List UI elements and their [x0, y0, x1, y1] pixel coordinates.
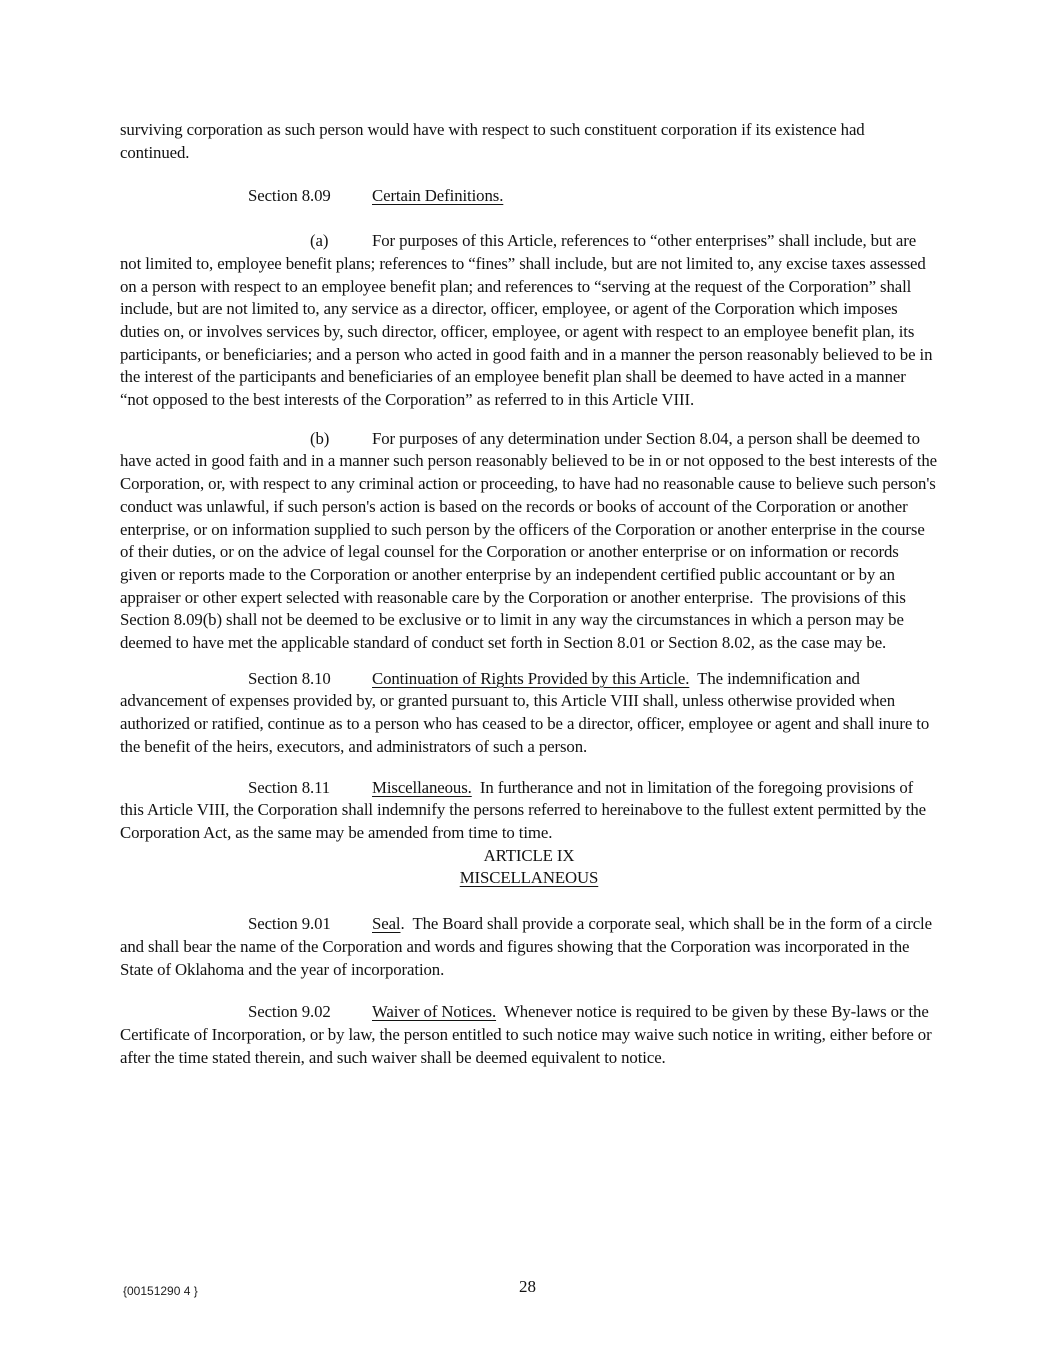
section-9-02-text: Whenever notice is required to be given by these By-laws or the Certificate of Incorporation, or by law, the person entitled to such notice may waive such notice in writing, either before or after the time stated therein, and such waiver shall be deemed equivalent to notice.	[120, 1002, 932, 1067]
paragraph-a-text: For purposes of this Article, references to “other enterprises” shall include, but are not limited to, employee benefit plans; references to “fines” shall include, but are not limited to, any excise taxes assessed on a person with respect to an employee benefit plan; and references to “serving at the request of the Corporation” shall include, but are not limited to, any service as a director, officer, employee, or agent of the Corporation which imposes duties on, or involves services by, such director, officer, employee, or agent with respect to an employee benefit plan, its participants, or beneficiaries; and a person who acted in good faith and in a manner the person reasonably believed to be in the interest of the participants and beneficiaries of an employee benefit plan shall be deemed to have acted in a manner “not opposed to the best interests of the Corporation” as referred to in this Article VIII.	[120, 231, 933, 410]
section-8-11-text: In furtherance and not in limitation of the foregoing provisions of this Article VIII, the Corporation shall indemnify the persons referred to hereinabove to the fullest extent permitted by the Corporation Act, as the same may be amended from time to time.	[120, 777, 926, 842]
paragraph-section-9-01	[120, 913, 938, 981]
section-8-09-label: Section 8.09	[248, 186, 331, 206]
section-8-11-label: Section 8.11	[248, 777, 331, 797]
paragraph-section-8-10	[120, 668, 938, 759]
section-8-10-text: The indemnification and advancement of expenses provided by, or granted pursuant to, this Article VIII shall, unless otherwise provided when authorized or ratified, continue as to a person who has ceased to be a director, officer, employee or agent and shall inure to the benefit of the heirs, executors, and administrators of such a person.	[120, 668, 930, 756]
footer-document-number: {00151290 4 }	[123, 1284, 198, 1298]
document-body	[120, 119, 938, 1069]
paragraph-a-marker: (a)	[310, 231, 329, 251]
section-8-10-title: Continuation of Rights Provided by this Article.	[372, 668, 690, 688]
section-9-02-title: Waiver of Notices.	[372, 1002, 497, 1022]
section-9-01-title: Seal	[372, 914, 401, 934]
paragraph-b-marker: (b)	[310, 428, 330, 448]
paragraph-b-text: For purposes of any determination under Section 8.04, a person shall be deemed to have acted in good faith and in a manner such person reasonably believed to be in or not opposed to the best interests of the Corporation, or, with respect to any criminal action or proceeding, to have had no reasonable cause to believe such person's conduct was unlawful, if such person's action is based on the records or books of account of the Corporation or another enterprise, or on information supplied to such person by the officers of the Corporation or another enterprise in the course of their duties, or on the advice of legal counsel for the Corporation or another enterprise or on information or records given or reports made to the Corporation or another enterprise by an independent certified public accountant or by an appraiser or other expert selected with reasonable care by the Corporation or another enterprise. The provisions of this Section 8.09(b) shall not be deemed to be exclusive or to limit in any way the circumstances in which a person may be deemed to have met the applicable standard of conduct set forth in Section 8.01 or Section 8.02, as the case may be.	[120, 428, 938, 653]
section-8-09-title: Certain Definitions.	[372, 186, 504, 206]
article-ix-heading: ARTICLE IX	[483, 845, 575, 865]
section-8-11-title: Miscellaneous.	[372, 777, 472, 797]
paragraph-8-09-a	[120, 230, 938, 412]
paragraph-continuation: surviving corporation as such person would have with respect to such constituent corporation if its existence had continued.	[120, 120, 865, 162]
section-9-01-text: . The Board shall provide a corporate seal, which shall be in the form of a circle and shall bear the name of the Corporation and words and figures showing that the Corporation was incorporated in the State of Oklahoma and the year of incorporation.	[120, 914, 932, 979]
section-8-09-heading	[120, 185, 938, 208]
article-ix-subheading	[120, 867, 938, 890]
page-number: 28	[519, 1277, 536, 1296]
paragraph-section-9-02	[120, 1001, 938, 1069]
section-9-02-label: Section 9.02	[248, 1002, 331, 1022]
miscellaneous-title: MISCELLANEOUS	[459, 868, 599, 888]
section-8-10-label: Section 8.10	[248, 668, 331, 688]
section-9-01-label: Section 9.01	[248, 914, 331, 934]
paragraph-8-09-b	[120, 428, 938, 655]
paragraph-section-8-11	[120, 777, 938, 845]
